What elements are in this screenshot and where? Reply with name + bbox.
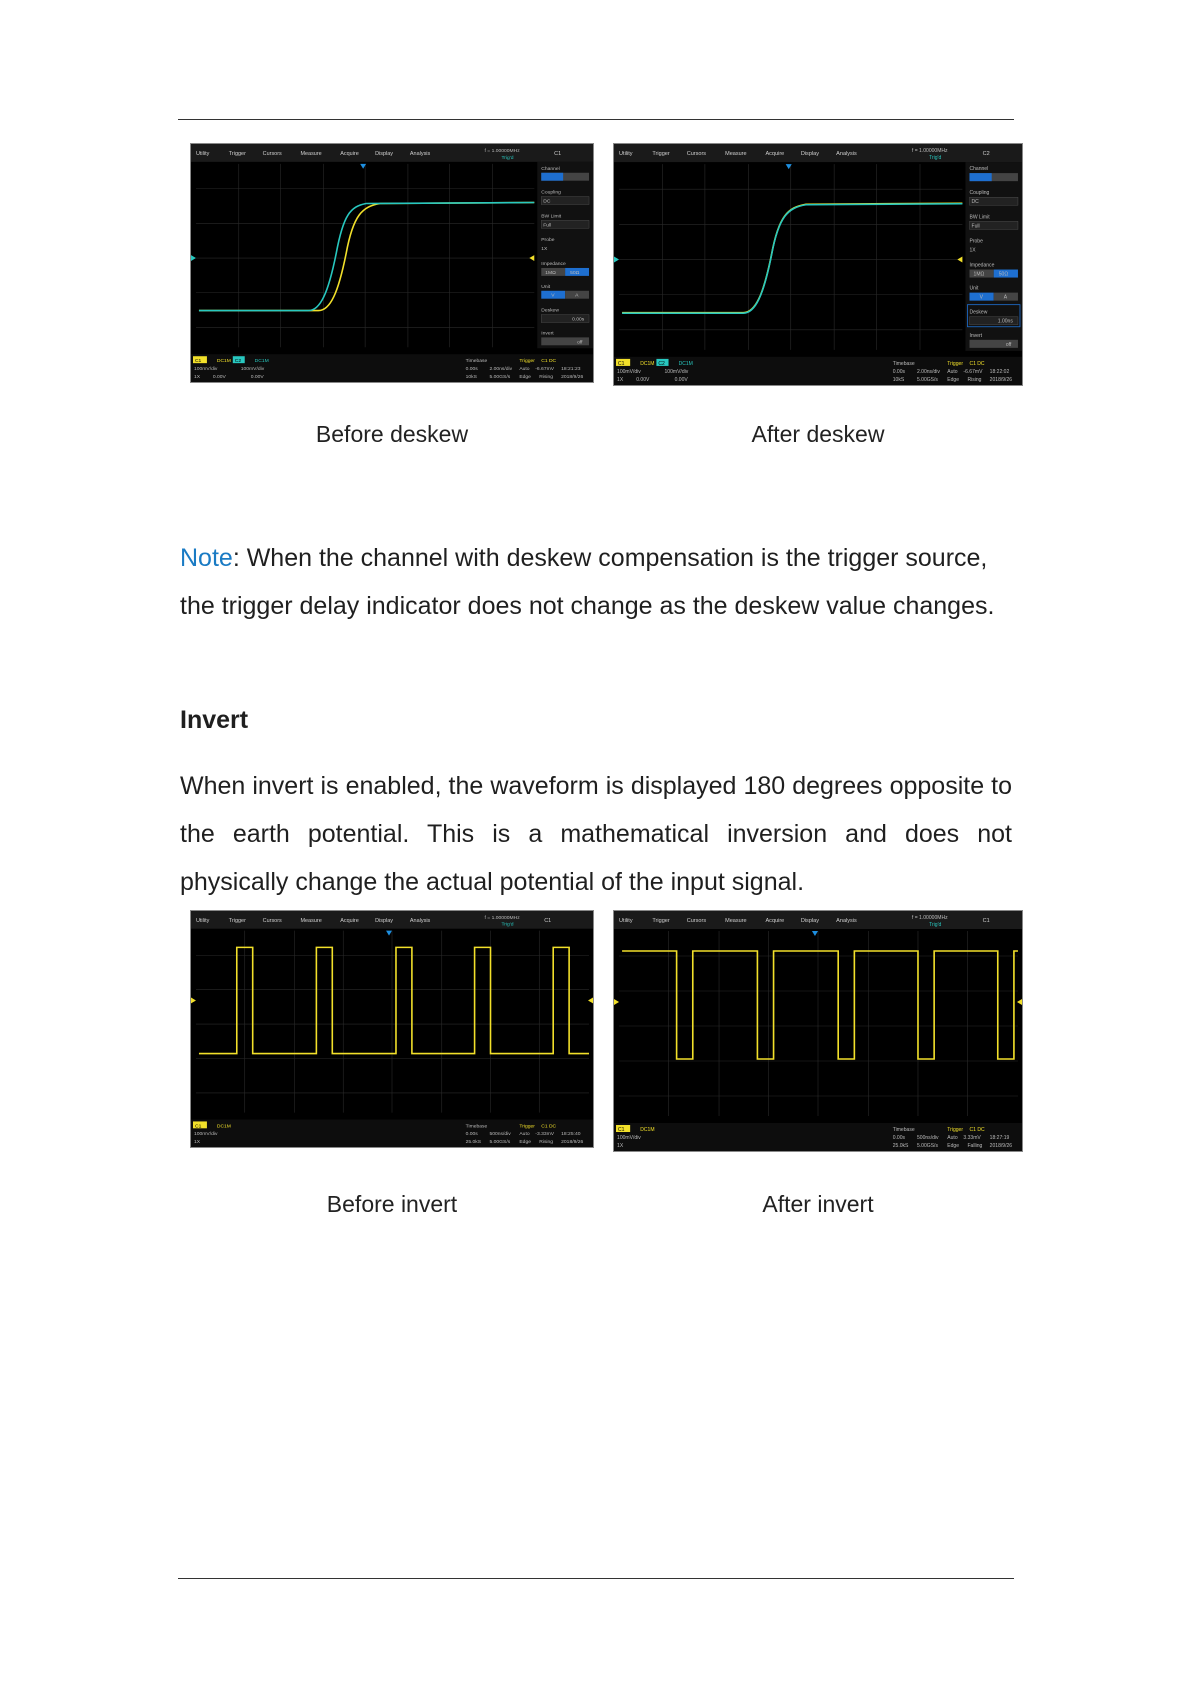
menu-acquire[interactable]: Acquire	[340, 917, 359, 924]
points-readout: 10kS	[892, 376, 905, 383]
c2-vdiv: 100mV/div	[240, 367, 265, 373]
menu-measure[interactable]: Measure	[300, 917, 322, 924]
menu-analysis[interactable]: Analysis	[409, 917, 431, 924]
probe-label: Probe	[541, 238, 555, 244]
trigger-label: Trigger	[519, 1124, 535, 1130]
trigger-slope: Rising	[967, 376, 982, 383]
scope-screenshot-after-invert	[613, 910, 1023, 1152]
menu-analysis[interactable]: Analysis	[409, 150, 431, 157]
channel-tab[interactable]: C1	[544, 917, 552, 924]
c1-vdiv: 100mV/div	[193, 367, 218, 373]
impedance-1m-option[interactable]: 1MΩ	[545, 270, 556, 276]
clock-date: 2018/9/26	[989, 1143, 1013, 1149]
coupling-label: Coupling	[541, 190, 561, 196]
c1-vdiv: 100mV/div	[617, 1135, 641, 1141]
channel-tab[interactable]: C1	[982, 918, 990, 924]
trigger-mode: Auto	[519, 367, 530, 373]
c2-coupling: DC1M	[678, 360, 693, 367]
trig-state: Trig'd	[501, 922, 514, 928]
trigger-slope: Rising	[539, 375, 554, 381]
menu-cursors[interactable]: Cursors	[262, 917, 282, 924]
menu-measure[interactable]: Measure	[725, 151, 747, 158]
caption-after-invert: After invert	[762, 1191, 874, 1217]
menu-utility[interactable]: Utility	[619, 151, 633, 158]
menu-cursors[interactable]: Cursors	[686, 918, 707, 924]
trigger-label: Trigger	[519, 359, 535, 365]
trigger-type: Edge	[947, 376, 960, 383]
tdiv-readout: 2.00ns/div	[916, 368, 940, 375]
clock-time: 18:22:02	[989, 368, 1010, 375]
c1-coupling: DC1M	[640, 360, 655, 367]
frequency-readout: f = 1.00000MHz	[484, 148, 520, 154]
scope-screenshot-before-invert	[190, 910, 594, 1148]
invert-label: Invert	[541, 331, 554, 337]
c1-badge[interactable]: C1	[194, 359, 202, 365]
clock-date: 2018/9/26	[561, 375, 584, 381]
invert-paragraph: When invert is enabled, the waveform is displayed 180 degrees opposite to the earth potential. This is a mathematical inversion and does not physically change the actual potential of the input signal.	[180, 772, 1012, 896]
c2-coupling: DC1M	[254, 359, 269, 365]
coupling-label: Coupling	[969, 190, 990, 197]
c2-badge[interactable]: C2	[234, 359, 242, 365]
clock-date: 2018/9/26	[989, 376, 1013, 383]
unit-a-option[interactable]: A	[1003, 294, 1008, 301]
menu-acquire[interactable]: Acquire	[340, 150, 359, 157]
points-readout: 25.0kS	[465, 1140, 482, 1146]
trigger-source: C1 DC	[969, 360, 985, 367]
timebase-label: Timebase	[892, 1127, 915, 1133]
samplerate-readout: 5.00GS/s	[916, 1143, 938, 1149]
c1-coupling: DC1M	[640, 1127, 655, 1133]
timebase-label: Timebase	[465, 1124, 488, 1130]
frequency-readout: f = 1.00000MHz	[484, 915, 520, 921]
clock-time: 18:27:19	[989, 1135, 1010, 1141]
impedance-50-option[interactable]: 50Ω	[570, 270, 580, 276]
probe-readout: 1X	[617, 1143, 624, 1149]
menu-utility[interactable]: Utility	[195, 150, 210, 157]
channel-label: Channel	[541, 166, 560, 172]
trigger-slope: Rising	[539, 1140, 554, 1146]
menu-measure[interactable]: Measure	[300, 150, 322, 157]
probe-value[interactable]: 1X	[969, 247, 976, 254]
tdiv-readout: 2.00ns/div	[489, 367, 513, 373]
menu-trigger[interactable]: Trigger	[228, 150, 246, 157]
menu-analysis[interactable]: Analysis	[836, 918, 857, 924]
invert-label: Invert	[969, 332, 983, 339]
trigger-mode: Auto	[947, 1135, 958, 1141]
impedance-label: Impedance	[541, 261, 566, 267]
c2-offset: 0.00V	[250, 375, 264, 381]
deskew-value[interactable]: 0.00s	[572, 317, 585, 323]
footer-rule	[178, 1578, 1014, 1579]
scope-screenshot-before-deskew	[190, 143, 594, 383]
scope-screenshot-after-deskew	[613, 143, 1023, 386]
impedance-1m-option[interactable]: 1MΩ	[973, 271, 985, 278]
trig-state: Trig'd	[929, 922, 942, 928]
caption-before-invert: Before invert	[326, 1191, 458, 1217]
c1-vdiv: 100mV/div	[617, 368, 641, 375]
menu-display[interactable]: Display	[800, 151, 819, 158]
probe-label: Probe	[969, 238, 983, 245]
c2-vdiv: 100mV/div	[664, 368, 689, 375]
channel-tab[interactable]: C1	[554, 150, 562, 157]
tdiv-readout: 500ns/div	[489, 1132, 511, 1138]
coupling-select[interactable]: DC	[543, 199, 551, 205]
probe-readout: 1X	[617, 376, 624, 383]
c1-coupling: DC1M	[216, 359, 231, 365]
menu-trigger[interactable]: Trigger	[652, 151, 670, 158]
caption-before-deskew: Before deskew	[315, 421, 469, 447]
deskew-label: Deskew	[541, 308, 559, 314]
channel-label: Channel	[969, 166, 989, 173]
probe-readout: 1X	[193, 1140, 201, 1146]
unit-label: Unit	[541, 284, 551, 290]
c1-offset: 0.00V	[636, 376, 650, 383]
bw-limit-select[interactable]: Full	[543, 223, 552, 229]
unit-label: Unit	[969, 285, 979, 292]
trigger-source: C1 DC	[541, 359, 557, 365]
note-text: : When the channel with deskew compensation is the trigger source, the trigger delay indicator does not change as the deskew value changes.	[180, 544, 995, 620]
trigger-level: -6.67mV	[535, 367, 555, 373]
section-heading-invert: Invert	[180, 706, 249, 734]
samplerate-readout: 5.00GS/s	[489, 1140, 511, 1146]
impedance-50-option[interactable]: 50Ω	[998, 271, 1009, 278]
menu-display[interactable]: Display	[375, 150, 394, 157]
points-readout: 25.0kS	[892, 1143, 909, 1149]
bw-limit-label: BW Limit	[969, 214, 990, 221]
menu-trigger[interactable]: Trigger	[228, 917, 246, 924]
trigger-type: Edge	[519, 375, 531, 381]
timebase-label: Timebase	[465, 359, 488, 365]
header-rule	[178, 119, 1014, 120]
coupling-select[interactable]: DC	[971, 199, 979, 206]
deskew-value[interactable]: 1.00ns	[997, 318, 1013, 325]
menu-cursors[interactable]: Cursors	[686, 151, 707, 158]
trigger-slope: Falling	[967, 1143, 983, 1149]
trigger-level: -6.67mV	[963, 368, 983, 375]
delay-readout: 0.00s	[465, 367, 478, 373]
menu-acquire[interactable]: Acquire	[765, 918, 785, 924]
impedance-label: Impedance	[969, 262, 995, 269]
note-paragraph	[180, 534, 1012, 630]
clock-time: 18:25:40	[561, 1132, 581, 1138]
unit-v-option[interactable]: V	[979, 294, 983, 301]
trigger-mode: Auto	[947, 368, 958, 375]
trigger-source: C1 DC	[969, 1127, 985, 1133]
delay-readout: 0.00s	[892, 1135, 906, 1141]
c1-vdiv: 100mV/div	[193, 1132, 218, 1138]
unit-a-option[interactable]: A	[575, 293, 579, 299]
points-readout: 10kS	[465, 375, 477, 381]
menu-utility[interactable]: Utility	[195, 917, 210, 924]
bw-limit-select[interactable]: Full	[971, 223, 980, 230]
menu-trigger[interactable]: Trigger	[652, 918, 670, 924]
trigger-label: Trigger	[947, 360, 964, 367]
bw-limit-label: BW Limit	[541, 214, 562, 220]
trigger-mode: Auto	[519, 1132, 530, 1138]
c1-badge[interactable]: C1	[194, 1124, 202, 1130]
unit-v-option[interactable]: V	[551, 293, 555, 299]
delay-readout: 0.00s	[892, 368, 906, 375]
probe-value[interactable]: 1X	[541, 247, 548, 253]
note-label: Note	[180, 544, 233, 572]
trig-state: Trig'd	[501, 155, 514, 161]
probe-readout: 1X	[193, 375, 201, 381]
samplerate-readout: 5.00GS/s	[916, 376, 938, 383]
c1-coupling: DC1M	[216, 1124, 231, 1130]
delay-readout: 0.00s	[465, 1132, 478, 1138]
clock-time: 18:21:23	[561, 367, 581, 373]
invert-toggle[interactable]: off	[577, 340, 583, 346]
c1-badge[interactable]: C1	[618, 1127, 625, 1133]
frequency-readout: f = 1.00000MHz	[911, 915, 948, 921]
c2-badge[interactable]: C2	[658, 360, 665, 367]
trig-state: Trig'd	[929, 155, 942, 162]
invert-toggle[interactable]: off	[1005, 341, 1012, 348]
timebase-label: Timebase	[892, 360, 915, 367]
samplerate-readout: 5.00GS/s	[489, 375, 511, 381]
trigger-label: Trigger	[947, 1127, 964, 1133]
trigger-level: 3.33mV	[963, 1135, 981, 1141]
c1-badge[interactable]: C1	[618, 360, 625, 367]
menu-display[interactable]: Display	[375, 917, 394, 924]
deskew-label: Deskew	[969, 309, 988, 316]
trigger-level: -3.33mV	[535, 1132, 555, 1138]
trigger-type: Edge	[947, 1143, 960, 1149]
tdiv-readout: 500ns/div	[916, 1135, 939, 1141]
menu-display[interactable]: Display	[800, 918, 820, 924]
trigger-source: C1 DC	[541, 1124, 557, 1130]
menu-utility[interactable]: Utility	[619, 918, 633, 924]
c2-offset: 0.00V	[674, 376, 688, 383]
clock-date: 2018/9/26	[561, 1140, 584, 1146]
frequency-readout: f = 1.00000MHz	[911, 148, 948, 155]
c1-offset: 0.00V	[212, 375, 226, 381]
menu-cursors[interactable]: Cursors	[262, 150, 282, 157]
channel-tab[interactable]: C2	[982, 151, 990, 158]
menu-analysis[interactable]: Analysis	[836, 151, 857, 158]
trigger-type: Edge	[519, 1140, 531, 1146]
menu-measure[interactable]: Measure	[725, 918, 747, 924]
caption-after-deskew: After deskew	[751, 421, 885, 447]
menu-acquire[interactable]: Acquire	[765, 151, 785, 158]
